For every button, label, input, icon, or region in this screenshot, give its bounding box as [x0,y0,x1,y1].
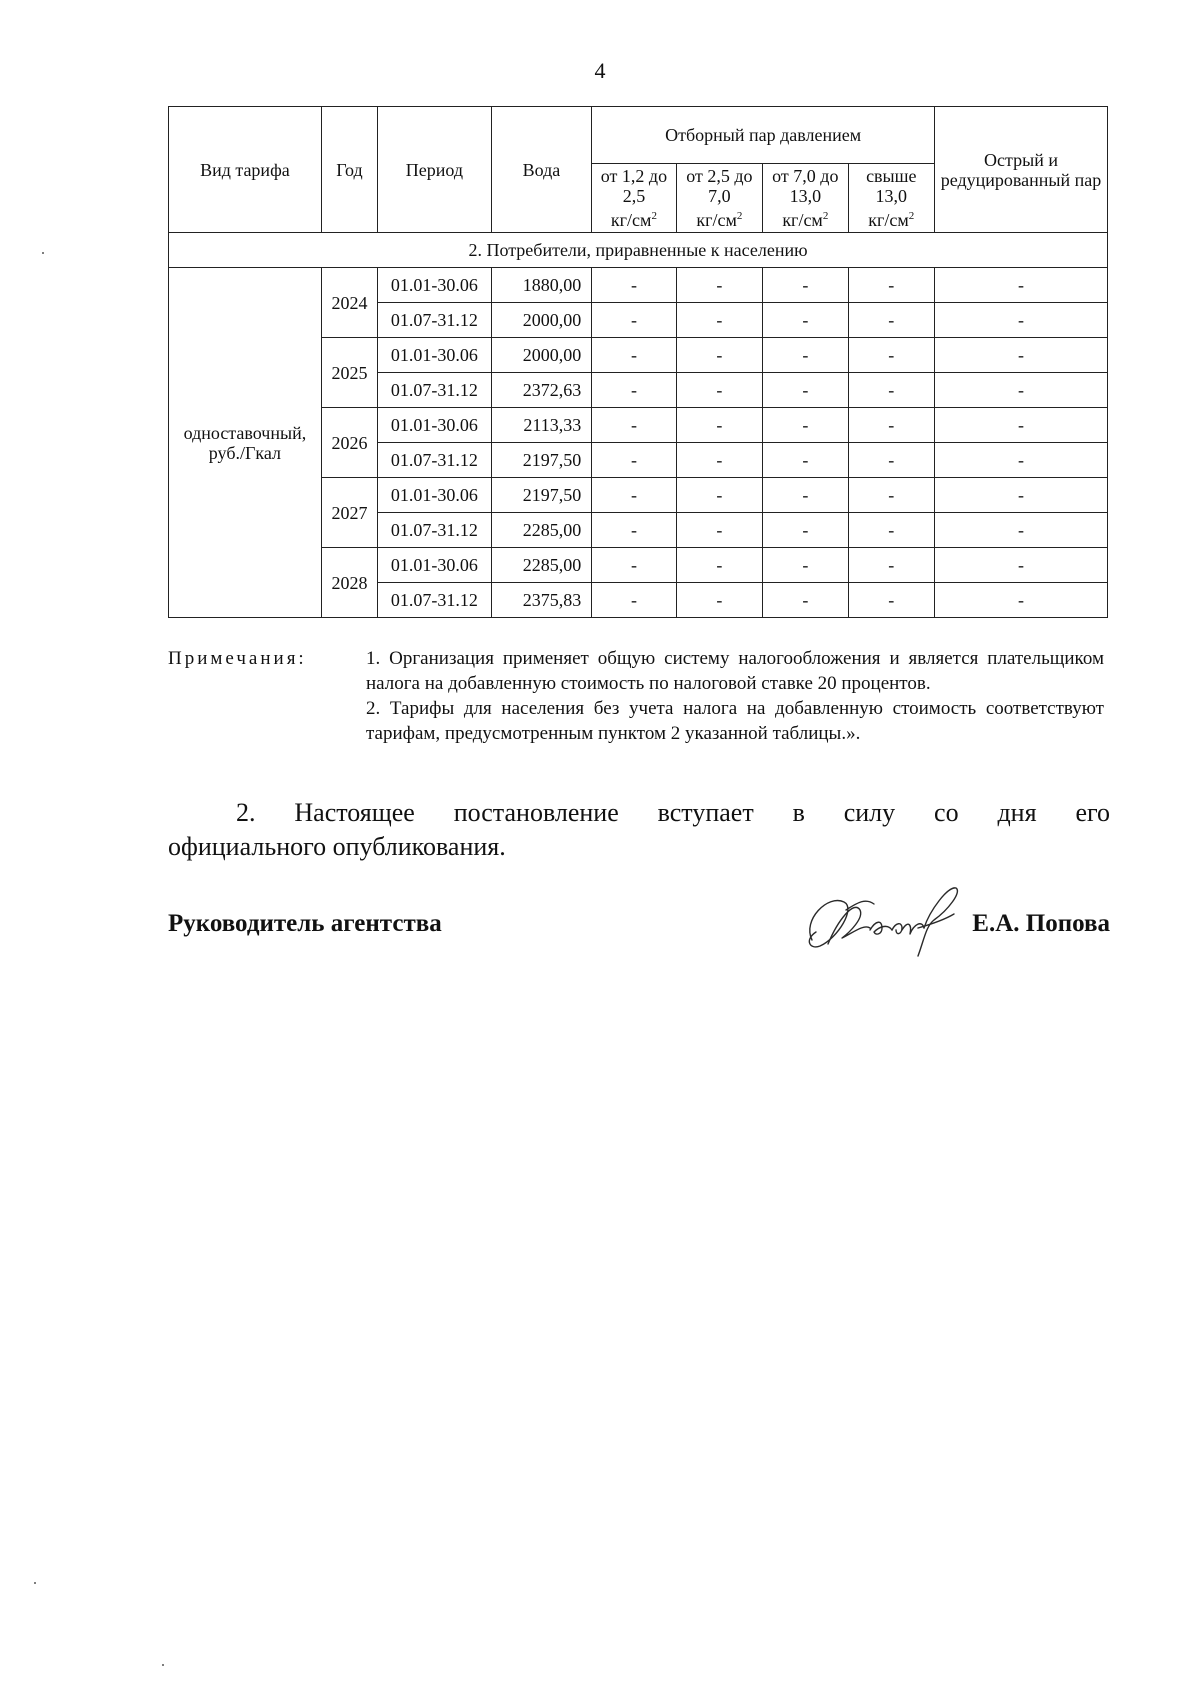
ostr-cell: - [935,548,1108,583]
tariff-type-cell: одноставочный, руб./Гкал [169,268,322,618]
header-pressure-4: свыше 13,0 $кг/см^2$ [848,164,934,233]
note-item: 1. Организация применяет общую систему налогообложения и является плательщиком налога на добавленную стоимость по налоговой ставке 20 процентов. [366,648,1104,694]
ostr-cell: - [935,513,1108,548]
p3-cell: - [763,373,848,408]
voda-cell: 2285,00 [491,513,592,548]
p4-cell: - [848,373,934,408]
period-cell: 01.07-31.12 [378,583,492,618]
year-cell: 2025 [321,338,377,408]
ostr-cell: - [935,373,1108,408]
voda-cell: 2375,83 [491,583,592,618]
scan-speck [162,1664,164,1666]
p1-cell: - [592,583,676,618]
period-cell: 01.07-31.12 [378,373,492,408]
p4-cell: - [848,303,934,338]
p3-cell: - [763,513,848,548]
p1-cell: - [592,548,676,583]
p1-cell: - [592,268,676,303]
year-cell: 2026 [321,408,377,478]
p4-cell: - [848,478,934,513]
clause-line-2: официального опубликования. [168,832,506,861]
period-cell: 01.01-30.06 [378,408,492,443]
clause-number: 2. [236,798,256,827]
p1-cell: - [592,478,676,513]
p2-cell: - [676,303,762,338]
clause-word: Настоящее [294,798,415,827]
voda-cell: 2000,00 [491,303,592,338]
scan-speck [42,252,44,254]
p1-cell: - [592,338,676,373]
p4-cell: - [848,513,934,548]
period-cell: 01.07-31.12 [378,443,492,478]
p4-cell: - [848,268,934,303]
notes-label: Примечания: [168,648,307,669]
p2-cell: - [676,338,762,373]
p2-cell: - [676,443,762,478]
voda-cell: 1880,00 [491,268,592,303]
clause-word: дня [997,798,1037,827]
p3-cell: - [763,408,848,443]
header-pressure-3: от 7,0 до 13,0 $кг/см^2$ [763,164,848,233]
p4-cell: - [848,443,934,478]
period-cell: 01.01-30.06 [378,478,492,513]
voda-cell: 2372,63 [491,373,592,408]
tariff-table [168,106,1108,618]
p3-cell: - [763,478,848,513]
p3-cell: - [763,443,848,478]
voda-cell: 2197,50 [491,443,592,478]
p4-cell: - [848,548,934,583]
voda-cell: 2113,33 [491,408,592,443]
table-row [169,268,1108,303]
p3-cell: - [763,583,848,618]
clause-line-1 [168,796,1110,830]
notes-body [366,646,1104,746]
p1-cell: - [592,373,676,408]
clause-word: в [792,798,805,827]
handwritten-signature [798,880,968,964]
ostr-cell: - [935,583,1108,618]
clause-word: постановление [453,798,619,827]
period-cell: 01.01-30.06 [378,548,492,583]
header-otbornyi-par: Отборный пар давлением [592,107,935,164]
p3-cell: - [763,303,848,338]
ostr-cell: - [935,408,1108,443]
clause-word: его [1075,798,1110,827]
p2-cell: - [676,408,762,443]
scan-speck [34,1582,36,1584]
header-pressure-1: от 1,2 до 2,5 $кг/см^2$ [592,164,676,233]
clause-2 [168,796,1110,864]
year-cell: 2028 [321,548,377,618]
p2-cell: - [676,373,762,408]
clause-word: со [934,798,959,827]
year-cell: 2024 [321,268,377,338]
clause-word: вступает [657,798,754,827]
header-ostryi-par: Острый и редуцированный пар [935,107,1108,233]
p2-cell: - [676,478,762,513]
period-cell: 01.01-30.06 [378,338,492,373]
ostr-cell: - [935,303,1108,338]
p4-cell: - [848,338,934,373]
voda-cell: 2000,00 [491,338,592,373]
p1-cell: - [592,443,676,478]
p3-cell: - [763,548,848,583]
ostr-cell: - [935,478,1108,513]
header-period: Период [378,107,492,233]
p1-cell: - [592,408,676,443]
p3-cell: - [763,338,848,373]
note-item: 2. Тарифы для населения без учета налога на добавленную стоимость соответствуют тарифам, предусмотренным пунктом 2 указанной таблицы.». [366,698,1104,744]
p2-cell: - [676,513,762,548]
p2-cell: - [676,548,762,583]
p4-cell: - [848,408,934,443]
header-pressure-2: от 2,5 до 7,0 $кг/см^2$ [676,164,762,233]
section-title: 2. Потребители, приравненные к населению [169,233,1108,268]
voda-cell: 2285,00 [491,548,592,583]
p1-cell: - [592,303,676,338]
header-vid-tarifa: Вид тарифа [169,107,322,233]
period-cell: 01.01-30.06 [378,268,492,303]
year-cell: 2027 [321,478,377,548]
period-cell: 01.07-31.12 [378,513,492,548]
p3-cell: - [763,268,848,303]
header-god: Год [321,107,377,233]
ostr-cell: - [935,443,1108,478]
voda-cell: 2197,50 [491,478,592,513]
page-number: 4 [594,58,606,83]
header-voda: Вода [491,107,592,233]
ostr-cell: - [935,338,1108,373]
p1-cell: - [592,513,676,548]
p2-cell: - [676,583,762,618]
clause-word: силу [843,798,896,827]
period-cell: 01.07-31.12 [378,303,492,338]
signatory-name: Е.А. Попова [972,910,1110,937]
p4-cell: - [848,583,934,618]
ostr-cell: - [935,268,1108,303]
p2-cell: - [676,268,762,303]
signatory-title: Руководитель агентства [168,910,442,937]
